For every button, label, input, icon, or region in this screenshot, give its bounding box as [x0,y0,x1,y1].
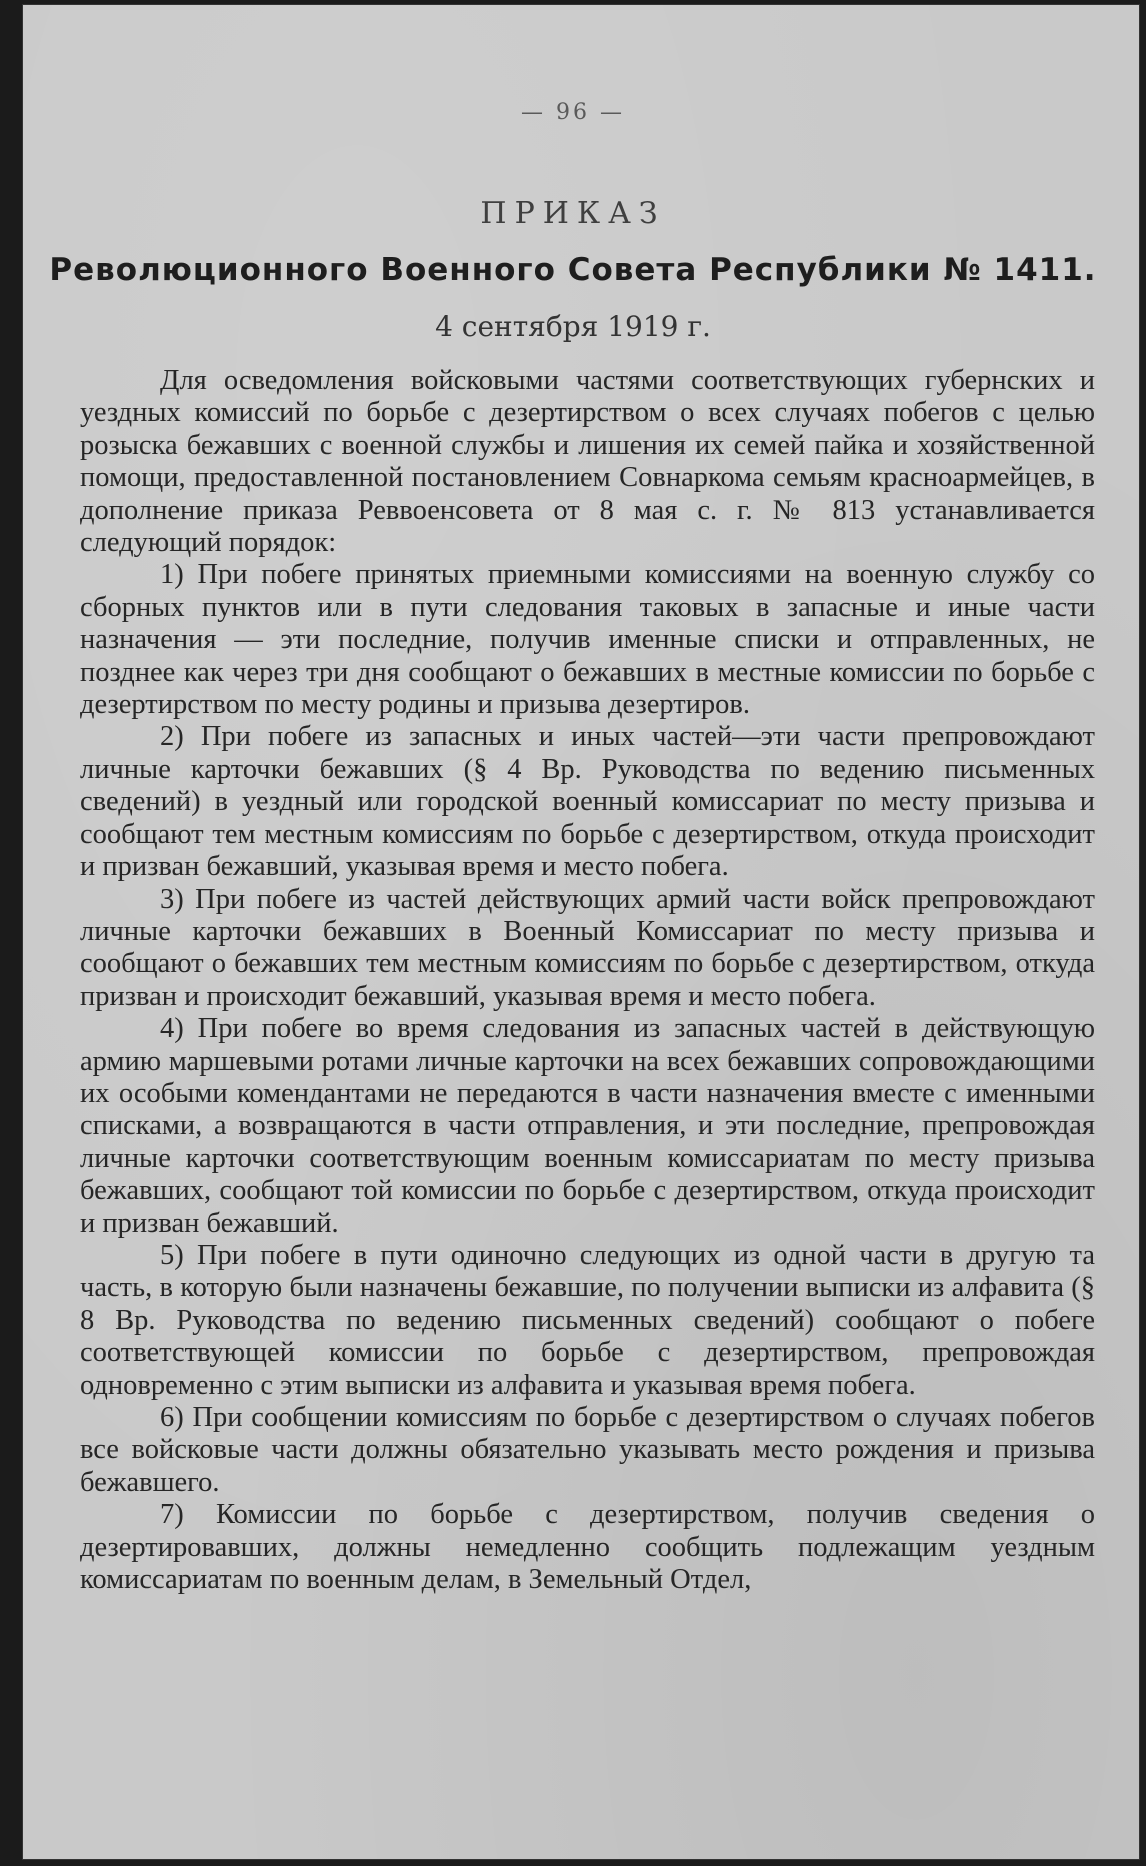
paragraph-item-2: 2) При побеге из запасных и иных частей—эти части препровождают личные карточки бежавших (§ 4 Вр. Руководства по ведению письменных сведений) в уездный или городской военный комиссариат по месту призыва и сообщают тем местным комиссиям по борьбе с дезертирством, откуда происходит и призван бежавший, указывая время и место побега. [80,721,1095,883]
paragraph-item-3: 3) При побеге из частей действующих армий части войск препровождают личные карточки бежавших в Военный Комиссариат по месту призыва и сообщают о бежавших тем местным комиссиям по борьбе с дезертирством, откуда призван и происходит бежавший, указывая время и место побега. [80,883,1095,1012]
document-title: ПРИКАЗ [480,196,666,231]
document-subtitle: Революционного Военного Совета Республики № 1411. [49,252,1097,288]
page-number: — 96 — [521,100,625,125]
paragraph-item-1: 1) При побеге принятых приемными комиссиями на военную службу со сборных пунктов или в пути следования таковых в запасные и иные части назначения — эти последние, получив именные списки и отправленных, не позднее как через три дня сообщают о бежавших в местные комиссии по борьбе с дезертирством по месту родины и призыва дезертиров. [80,559,1095,721]
order-body [80,365,1095,1596]
paragraph-intro: Для осведомления войсковыми частями соответствующих губернских и уездных комиссий по борьбе с дезертирством о всех случаях побегов с целью розыска бежавших с военной службы и лишения их семей пайка и хозяйственной помощи, предоставленной постановлением Совнаркома семьям красноармейцев, в дополнение приказа Реввоенсовета от 8 мая с. г. № 813 устанавливается следующий порядок: [80,365,1095,559]
paragraph-item-4: 4) При побеге во время следования из запасных частей в действующую армию маршевыми ротами личные карточки на всех бежавших сопровождающими их особыми комендантами не передаются в части назначения вместе с именными списками, а возвращаются в части отправления, и эти последние, препровождая личные карточки соответствующим военным комиссариатам по месту призыва бежавших, сообщают той комиссии по борьбе с дезертирством, откуда происходит и призван бежавший. [80,1013,1095,1239]
paragraph-item-6: 6) При сообщении комиссиям по борьбе с дезертирством о случаях побегов все войсковые части должны обязательно указывать место рождения и призыва бежавшего. [80,1402,1095,1498]
paragraph-item-7: 7) Комиссии по борьбе с дезертирством, получив сведения о дезертировавших, должны немедленно сообщить подлежащим уездным комиссариатам по военным делам, в Земельный Отдел, [80,1499,1095,1596]
paragraph-item-5: 5) При побеге в пути одиночно следующих из одной части в другую та часть, в которую были назначены бежавшие, по получении выписки из алфавита (§ 8 Вр. Руководства по ведению письменных сведений) сообщают о побеге соответствующей комиссии по борьбе с дезертирством, препровождая одновременно с этим выписки из алфавита и указывая время побега. [80,1239,1095,1401]
document-date: 4 сентября 1919 г. [435,310,711,343]
